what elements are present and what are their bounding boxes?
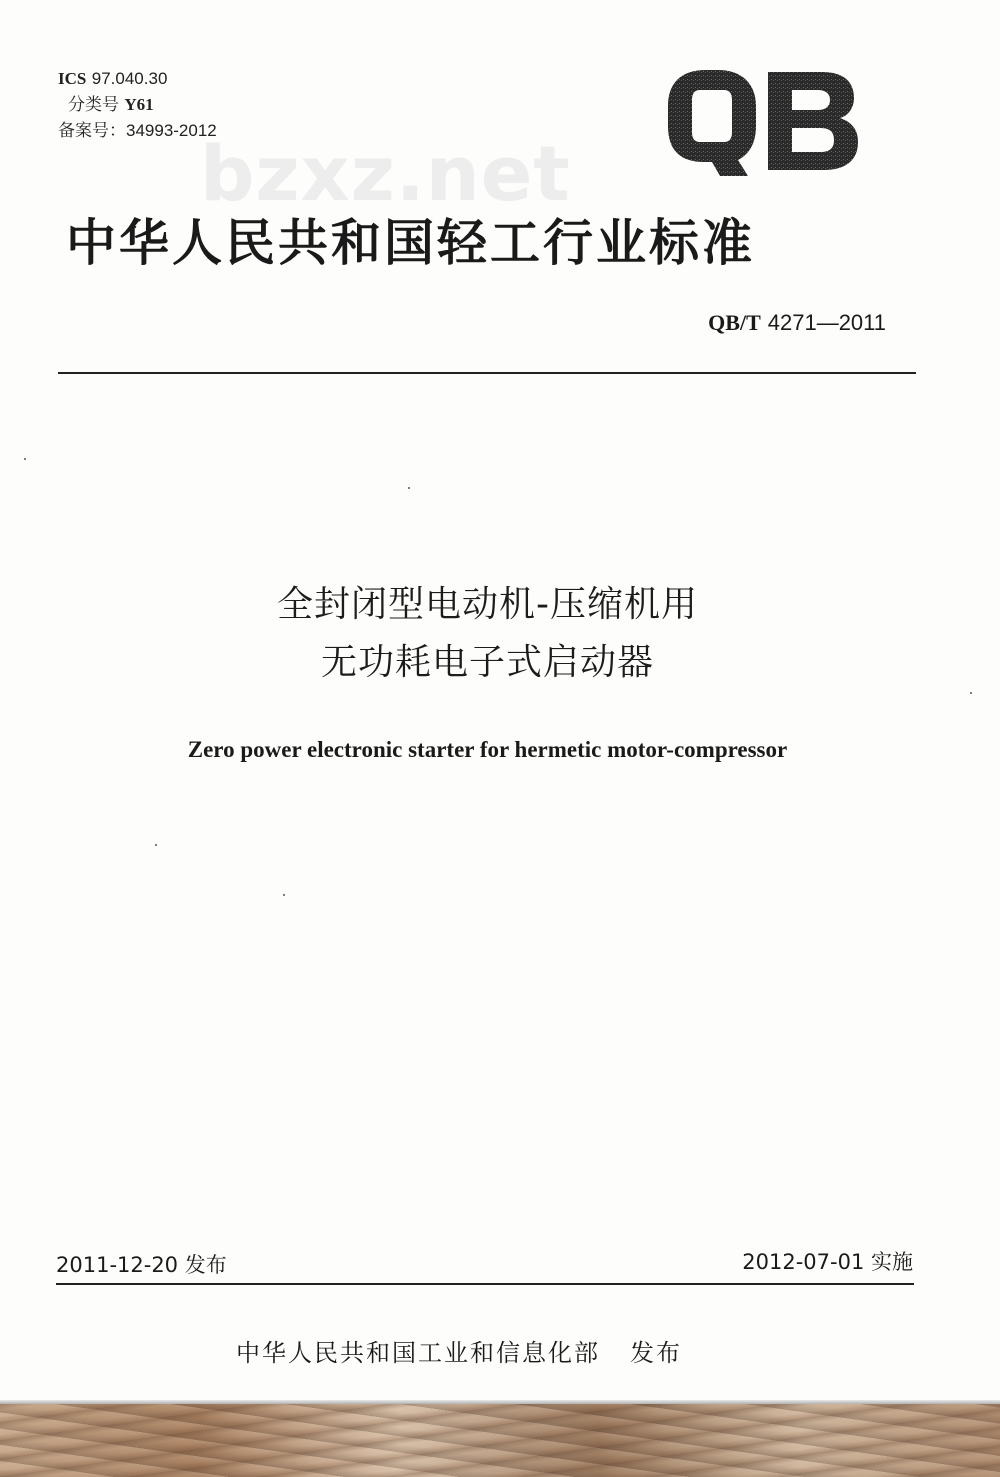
- scan-speck: [408, 487, 410, 489]
- ics-label: ICS: [58, 69, 87, 88]
- ics-value: 97.040.30: [91, 69, 168, 88]
- standard-prefix: QB/T: [708, 310, 761, 335]
- ministry-heading: 中华人民共和国轻工行业标准: [66, 214, 755, 272]
- issuer-line: [236, 1335, 682, 1371]
- wood-background: [0, 1404, 1000, 1477]
- scan-speck: [970, 692, 972, 694]
- issue-date: 2011-12-20 发布: [56, 1253, 227, 1277]
- top-rule: [58, 372, 916, 374]
- classification-block: [58, 66, 217, 144]
- title-english: Zero power electronic starter for hermetic motor-compressor: [187, 737, 788, 762]
- title-cn-line1: 全封闭型电动机-压缩机用: [277, 584, 698, 625]
- title-cn-line2: 无功耗电子式启动器: [320, 642, 654, 683]
- effective-date: 2012-07-01 实施: [742, 1250, 913, 1274]
- record-label: 备案号：: [58, 121, 126, 141]
- watermark-text: bzxz.net: [200, 129, 571, 218]
- scan-speck: [283, 894, 285, 896]
- record-value: 34993-2012: [126, 121, 217, 140]
- class-row: [58, 92, 217, 118]
- bottom-rule: [56, 1283, 914, 1285]
- issuer-name: 中华人民共和国工业和信息化部: [236, 1339, 600, 1367]
- scan-speck: [24, 458, 26, 460]
- ics-row: [58, 66, 217, 92]
- publish-label: 发布: [630, 1339, 682, 1367]
- record-row: [58, 118, 217, 144]
- class-value: Y61: [124, 95, 154, 114]
- scan-speck: [155, 844, 157, 846]
- qb-logo: [662, 66, 862, 178]
- title-chinese: [0, 576, 975, 692]
- class-label: 分类号: [68, 95, 119, 115]
- standard-number: [708, 308, 886, 339]
- standard-code: 4271—2011: [767, 310, 886, 335]
